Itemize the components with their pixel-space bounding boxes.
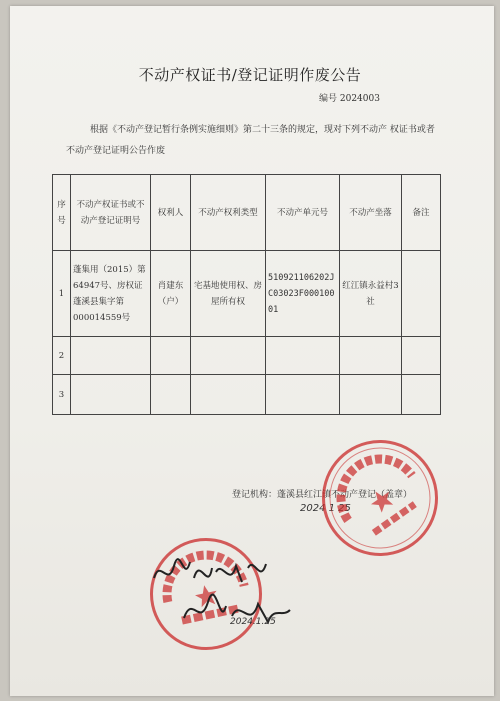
cell-type — [191, 337, 266, 375]
cell-note — [402, 251, 441, 337]
cell-note — [402, 337, 441, 375]
cell-no: 1 — [53, 251, 71, 337]
header-owner: 权利人 — [151, 175, 191, 251]
cell-owner: 肖建东（户） — [151, 251, 191, 337]
table-row — [53, 251, 441, 337]
handwritten-date: 2024 1 25 — [300, 503, 351, 514]
table-row — [53, 337, 441, 375]
header-note: 备注 — [402, 175, 441, 251]
cell-unit — [266, 375, 340, 415]
cell-unit — [266, 337, 340, 375]
header-no: 序号 — [53, 175, 71, 251]
table-header-row — [53, 175, 441, 251]
cell-owner — [151, 375, 191, 415]
cell-location — [340, 375, 402, 415]
cell-type — [191, 375, 266, 415]
handwritten-signature — [178, 588, 298, 638]
cell-cert — [71, 375, 151, 415]
table-row — [53, 375, 441, 415]
cell-note — [402, 375, 441, 415]
registration-authority: 登记机构：蓬溪县红江镇不动产登记（盖章） — [232, 490, 413, 500]
document-number: 编号 2024003 — [319, 94, 380, 104]
header-type: 不动产权利类型 — [191, 175, 266, 251]
cell-location: 红江镇永益村3社 — [340, 251, 402, 337]
header-location: 不动产坐落 — [340, 175, 402, 251]
header-unit: 不动产单元号 — [266, 175, 340, 251]
cell-cert: 蓬集用（2015）第64947号、房权证蓬溪县集字第000014559号 — [71, 251, 151, 337]
cell-no: 3 — [53, 375, 71, 415]
header-cert: 不动产权证书或不动产登记证明号 — [71, 175, 151, 251]
cell-cert — [71, 337, 151, 375]
cell-location — [340, 337, 402, 375]
cell-unit: 510921106202JC03023F00010001 — [266, 251, 340, 337]
revocation-table — [52, 174, 441, 415]
handwritten-date: 2024.1.25 — [230, 617, 276, 627]
cell-no: 2 — [53, 337, 71, 375]
cell-owner — [151, 337, 191, 375]
document-title: 不动产权证书/登记证明作废公告 — [138, 66, 362, 84]
cell-type: 宅基地使用权、房屋所有权 — [191, 251, 266, 337]
document-intro: 根据《不动产登记暂行条例实施细则》第二十三条的规定，现对下列不动产 权证书或者不动产登记证明公告作废 — [66, 125, 435, 156]
